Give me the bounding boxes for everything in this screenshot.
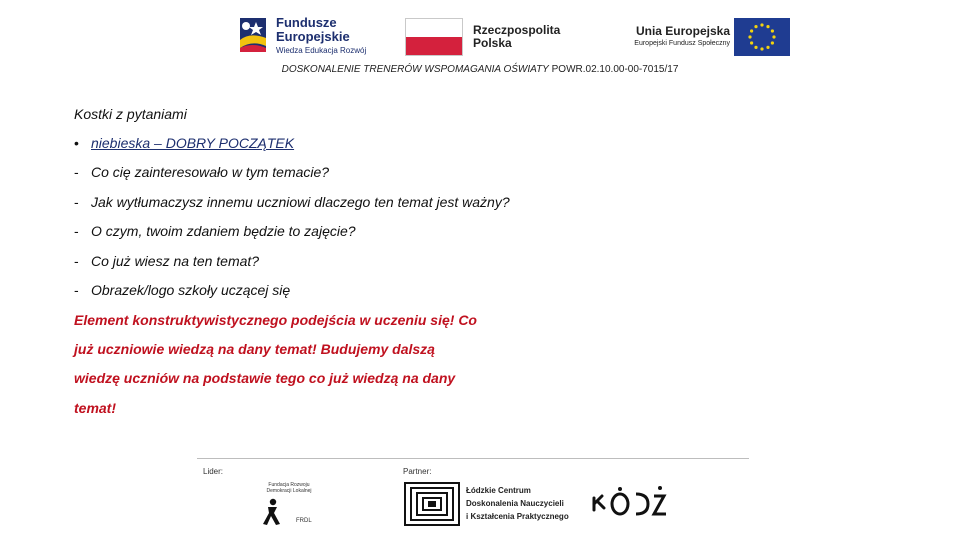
- eu-star-icon: [760, 23, 763, 26]
- frdl-logo: [256, 480, 318, 528]
- lider-label: Lider:: [203, 467, 224, 476]
- question-item: - Co już wiesz na ten temat?: [74, 253, 260, 269]
- ldnikp-logo-icon: [404, 482, 460, 526]
- fundusze-europejskie-mark-icon: [236, 14, 270, 56]
- eu-star-icon: [766, 25, 769, 28]
- slide-title: Kostki z pytaniami: [74, 106, 187, 122]
- question-item: - Obrazek/logo szkoły uczącej się: [74, 282, 291, 298]
- eu-star-icon: [750, 41, 753, 44]
- eu-star-icon: [771, 41, 774, 44]
- footer-divider: [197, 458, 749, 459]
- bullet-text: niebieska – DOBRY POCZĄTEK: [91, 135, 295, 151]
- rp-logo-text: Rzeczpospolita Polska: [473, 23, 561, 50]
- eu-star-icon: [748, 35, 751, 38]
- fe-logo-subtitle: Wiedza Edukacja Rozwój: [276, 46, 367, 55]
- eu-star-icon: [772, 35, 775, 38]
- question-item: - O czym, twoim zdaniem będzie to zajęcie?: [74, 223, 356, 239]
- note-line: wiedzę uczniów na podstawie tego co już wiedzą na dany: [74, 370, 456, 386]
- header-logos: [0, 12, 960, 62]
- fundusze-europejskie-logo: [236, 12, 376, 60]
- note-line: Element konstruktywistycznego podejścia w uczeniu się! Co: [74, 312, 477, 328]
- eu-star-icon: [754, 46, 757, 49]
- ldnikp-logo-text: Łódzkie Centrum Doskonalenia Nauczycieli i Kształcenia Praktycznego: [466, 486, 569, 521]
- note-line: temat!: [74, 400, 117, 416]
- partner-label: Partner:: [403, 467, 432, 476]
- note-line: już uczniowie wiedzą na dany temat! Budujemy dalszą: [74, 341, 435, 357]
- rzeczpospolita-polska-logo: [405, 18, 575, 58]
- fe-logo-text: Fundusze Europejskie: [276, 15, 350, 44]
- frdl-logo-text: Fundacja Rozwoju Demokracji Lokalnej: [266, 482, 312, 494]
- frdl-logo-mark: FRDL: [296, 518, 312, 524]
- walking-figure-icon: [260, 498, 286, 526]
- eu-flag-icon: [734, 18, 790, 56]
- question-item: - Jak wytłumaczysz innemu uczniowi dlaczego ten temat jest ważny?: [74, 194, 510, 210]
- eu-star-icon: [754, 25, 757, 28]
- eu-star-icon: [771, 29, 774, 32]
- polish-flag-icon: [405, 18, 463, 56]
- question-item: - Co cię zainteresowało w tym temacie?: [74, 164, 330, 180]
- project-title: DOSKONALENIE TRENERÓW WSPOMAGANIA OŚWIATY POWR.02.10.00-00-7015/17: [281, 64, 679, 75]
- eu-star-icon: [760, 47, 763, 50]
- lodz-city-logo-icon: [590, 484, 670, 518]
- unia-europejska-logo: [600, 18, 790, 58]
- eu-star-icon: [750, 29, 753, 32]
- eu-star-icon: [766, 46, 769, 49]
- ue-logo-title: Unia Europejska: [635, 24, 730, 38]
- ue-logo-subtitle: Europejski Fundusz Społeczny: [634, 40, 730, 47]
- bullet-item: [74, 135, 294, 151]
- bullet-mark: •: [74, 135, 79, 151]
